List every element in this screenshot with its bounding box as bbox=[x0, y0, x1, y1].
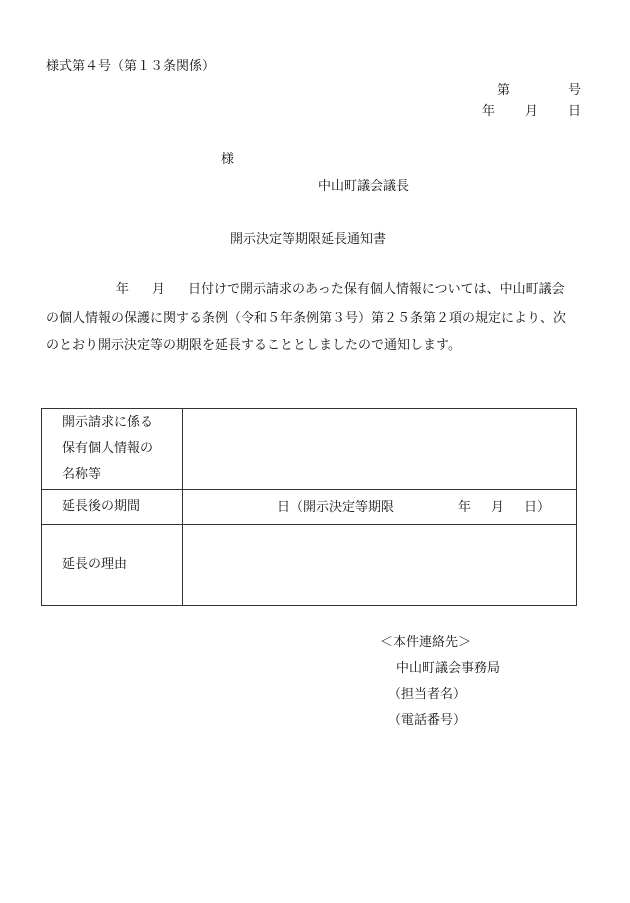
document-number-suffix: 号 bbox=[568, 83, 582, 98]
contact-office: 中山町議会事務局 bbox=[396, 661, 501, 676]
period-value-start: 日（開示決定等期限 bbox=[277, 499, 395, 515]
record-name-label-line-2: 保有個人情報の bbox=[62, 441, 154, 456]
table-row-extension-period bbox=[42, 490, 577, 525]
contact-phone-number: （電話番号） bbox=[388, 713, 467, 728]
record-name-label bbox=[42, 409, 183, 490]
body-line-2: の個人情報の保護に関する条例（令和５年条例第３号）第２５条第２項の規定により、次 bbox=[46, 311, 567, 326]
table-row-record-name bbox=[42, 409, 577, 490]
table-row-extension-reason bbox=[42, 525, 577, 606]
date-year: 年 bbox=[482, 104, 496, 119]
contact-heading: ＜本件連絡先＞ bbox=[380, 635, 472, 650]
extension-period-label: 延長後の期間 bbox=[42, 490, 183, 525]
record-name-value bbox=[183, 409, 577, 490]
date-month: 月 bbox=[525, 104, 539, 119]
contact-person-name: （担当者名） bbox=[388, 687, 467, 702]
period-day-end: 日） bbox=[524, 499, 551, 515]
body-month: 月 bbox=[152, 282, 166, 297]
document-date bbox=[482, 105, 581, 118]
info-table bbox=[41, 408, 577, 606]
document-number bbox=[497, 84, 581, 97]
form-number: 様式第４号（第１３条関係） bbox=[46, 59, 216, 74]
record-name-label-line-1: 開示請求に係る bbox=[62, 415, 154, 430]
sender-title: 中山町議会議長 bbox=[318, 179, 410, 194]
extension-period-value bbox=[183, 490, 577, 525]
addressee-honorific: 様 bbox=[221, 152, 235, 167]
body-line-3: のとおり開示決定等の期限を延長することとしましたので通知します。 bbox=[46, 338, 461, 353]
period-year: 年 bbox=[458, 499, 472, 515]
body-year: 年 bbox=[116, 282, 130, 297]
date-day: 日 bbox=[568, 104, 582, 119]
extension-reason-value bbox=[183, 525, 577, 606]
record-name-label-line-3: 名称等 bbox=[62, 467, 102, 482]
document-number-prefix: 第 bbox=[497, 83, 511, 98]
extension-reason-label: 延長の理由 bbox=[42, 525, 183, 606]
period-month: 月 bbox=[491, 499, 505, 515]
document-title: 開示決定等期限延長通知書 bbox=[230, 232, 387, 247]
body-line-1-text: 日付けで開示請求のあった保有個人情報については、中山町議会 bbox=[188, 282, 565, 297]
body-line-1 bbox=[46, 283, 565, 296]
